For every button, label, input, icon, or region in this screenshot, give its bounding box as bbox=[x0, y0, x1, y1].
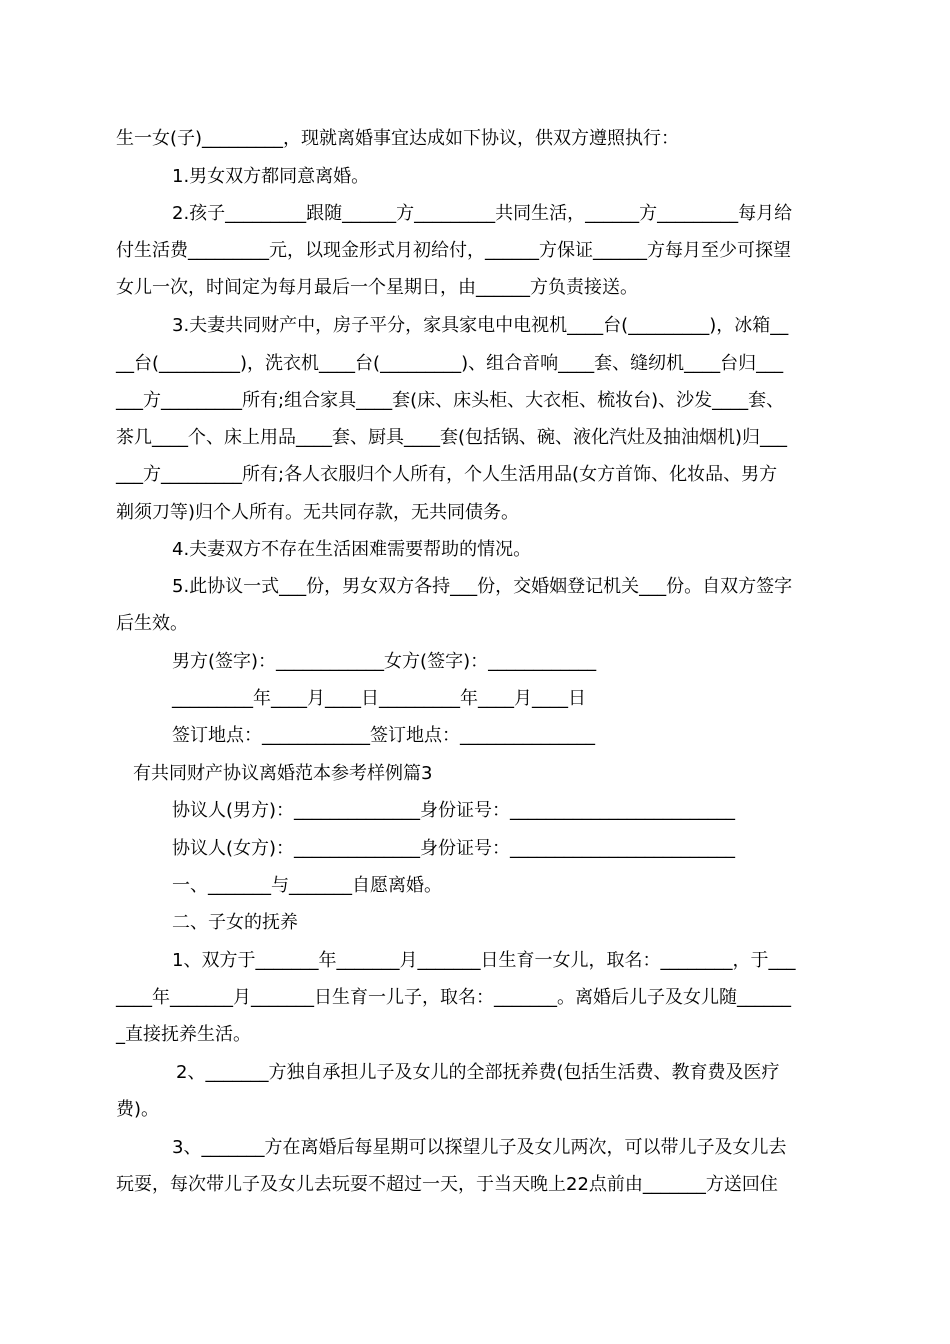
text-line: 剃须刀等)归个人所有。无共同存款，无共同债务。 bbox=[116, 502, 520, 523]
text-line: __台(_________)，洗衣机____台(_________)、组合音响____套、缝纫机____台归___ bbox=[116, 353, 784, 374]
text-line: 2、_______方独自承担儿子及女儿的全部抚养费(包括生活费、教育费及医疗 bbox=[176, 1062, 780, 1083]
text-line: 1、双方于_______年_______月_______日生育一女儿，取名：________，于___ bbox=[172, 950, 796, 971]
text-line: 茶几____个、床上用品____套、厨具____套(包括锅、碗、液化汽灶及抽油烟机)归___ bbox=[116, 427, 788, 448]
text-line: ___方_________所有;组合家具____套(床、床头柜、大衣柜、梳妆台)、沙发____套、 bbox=[116, 390, 785, 411]
text-line: 3、_______方在离婚后每星期可以探望儿子及女儿两次，可以带儿子及女儿去 bbox=[172, 1137, 787, 1158]
text-line: 付生活费_________元，以现金形式月初给付，______方保证______方每月至少可探望 bbox=[116, 240, 791, 261]
text-line: 女儿一次，时间定为每月最后一个星期日，由______方负责接送。 bbox=[116, 277, 638, 298]
text-line: ___方_________所有;各人衣服归个人所有，个人生活用品(女方首饰、化妆品、男方 bbox=[116, 464, 778, 485]
text-line: 2.孩子_________跟随______方_________共同生活，______方_________每月给 bbox=[172, 203, 793, 224]
section-heading: 有共同财产协议离婚范本参考样例篇3 bbox=[133, 763, 433, 784]
text-line: _________年____月____日_________年____月____日 bbox=[172, 688, 586, 709]
text-line: ____年_______月_______日生育一儿子，取名：_______。离婚后儿子及女儿随______ bbox=[116, 987, 791, 1008]
text-line: 4.夫妻双方不存在生活困难需要帮助的情况。 bbox=[172, 539, 532, 560]
text-line: _直接抚养生活。 bbox=[116, 1024, 251, 1045]
text-line: 玩耍，每次带儿子及女儿去玩耍不超过一天，于当天晚上22点前由_______方送回住 bbox=[116, 1174, 778, 1195]
text-line: 二、子女的抚养 bbox=[172, 912, 298, 933]
text-line: 后生效。 bbox=[116, 613, 188, 634]
text-line: 1.男女双方都同意离婚。 bbox=[172, 166, 370, 187]
text-line: 5.此协议一式___份，男女双方各持___份，交婚姻登记机关___份。自双方签字 bbox=[172, 576, 793, 597]
text-line: 生一女(子)_________，现就离婚事宜达成如下协议，供双方遵照执行： bbox=[116, 128, 680, 149]
text-line: 费)。 bbox=[116, 1099, 160, 1120]
text-line: 协议人(女方)：______________身份证号：_________________________ bbox=[172, 838, 736, 859]
text-line: 一、_______与_______自愿离婚。 bbox=[172, 875, 442, 896]
text-line: 3.夫妻共同财产中，房子平分，家具家电中电视机____台(_________)，冰箱__ bbox=[172, 315, 789, 336]
text-line: 协议人(男方)：______________身份证号：_________________________ bbox=[172, 800, 736, 821]
text-line: 男方(签字)：____________女方(签字)：____________ bbox=[172, 651, 597, 672]
text-line: 签订地点：____________签订地点：_______________ bbox=[172, 725, 595, 746]
